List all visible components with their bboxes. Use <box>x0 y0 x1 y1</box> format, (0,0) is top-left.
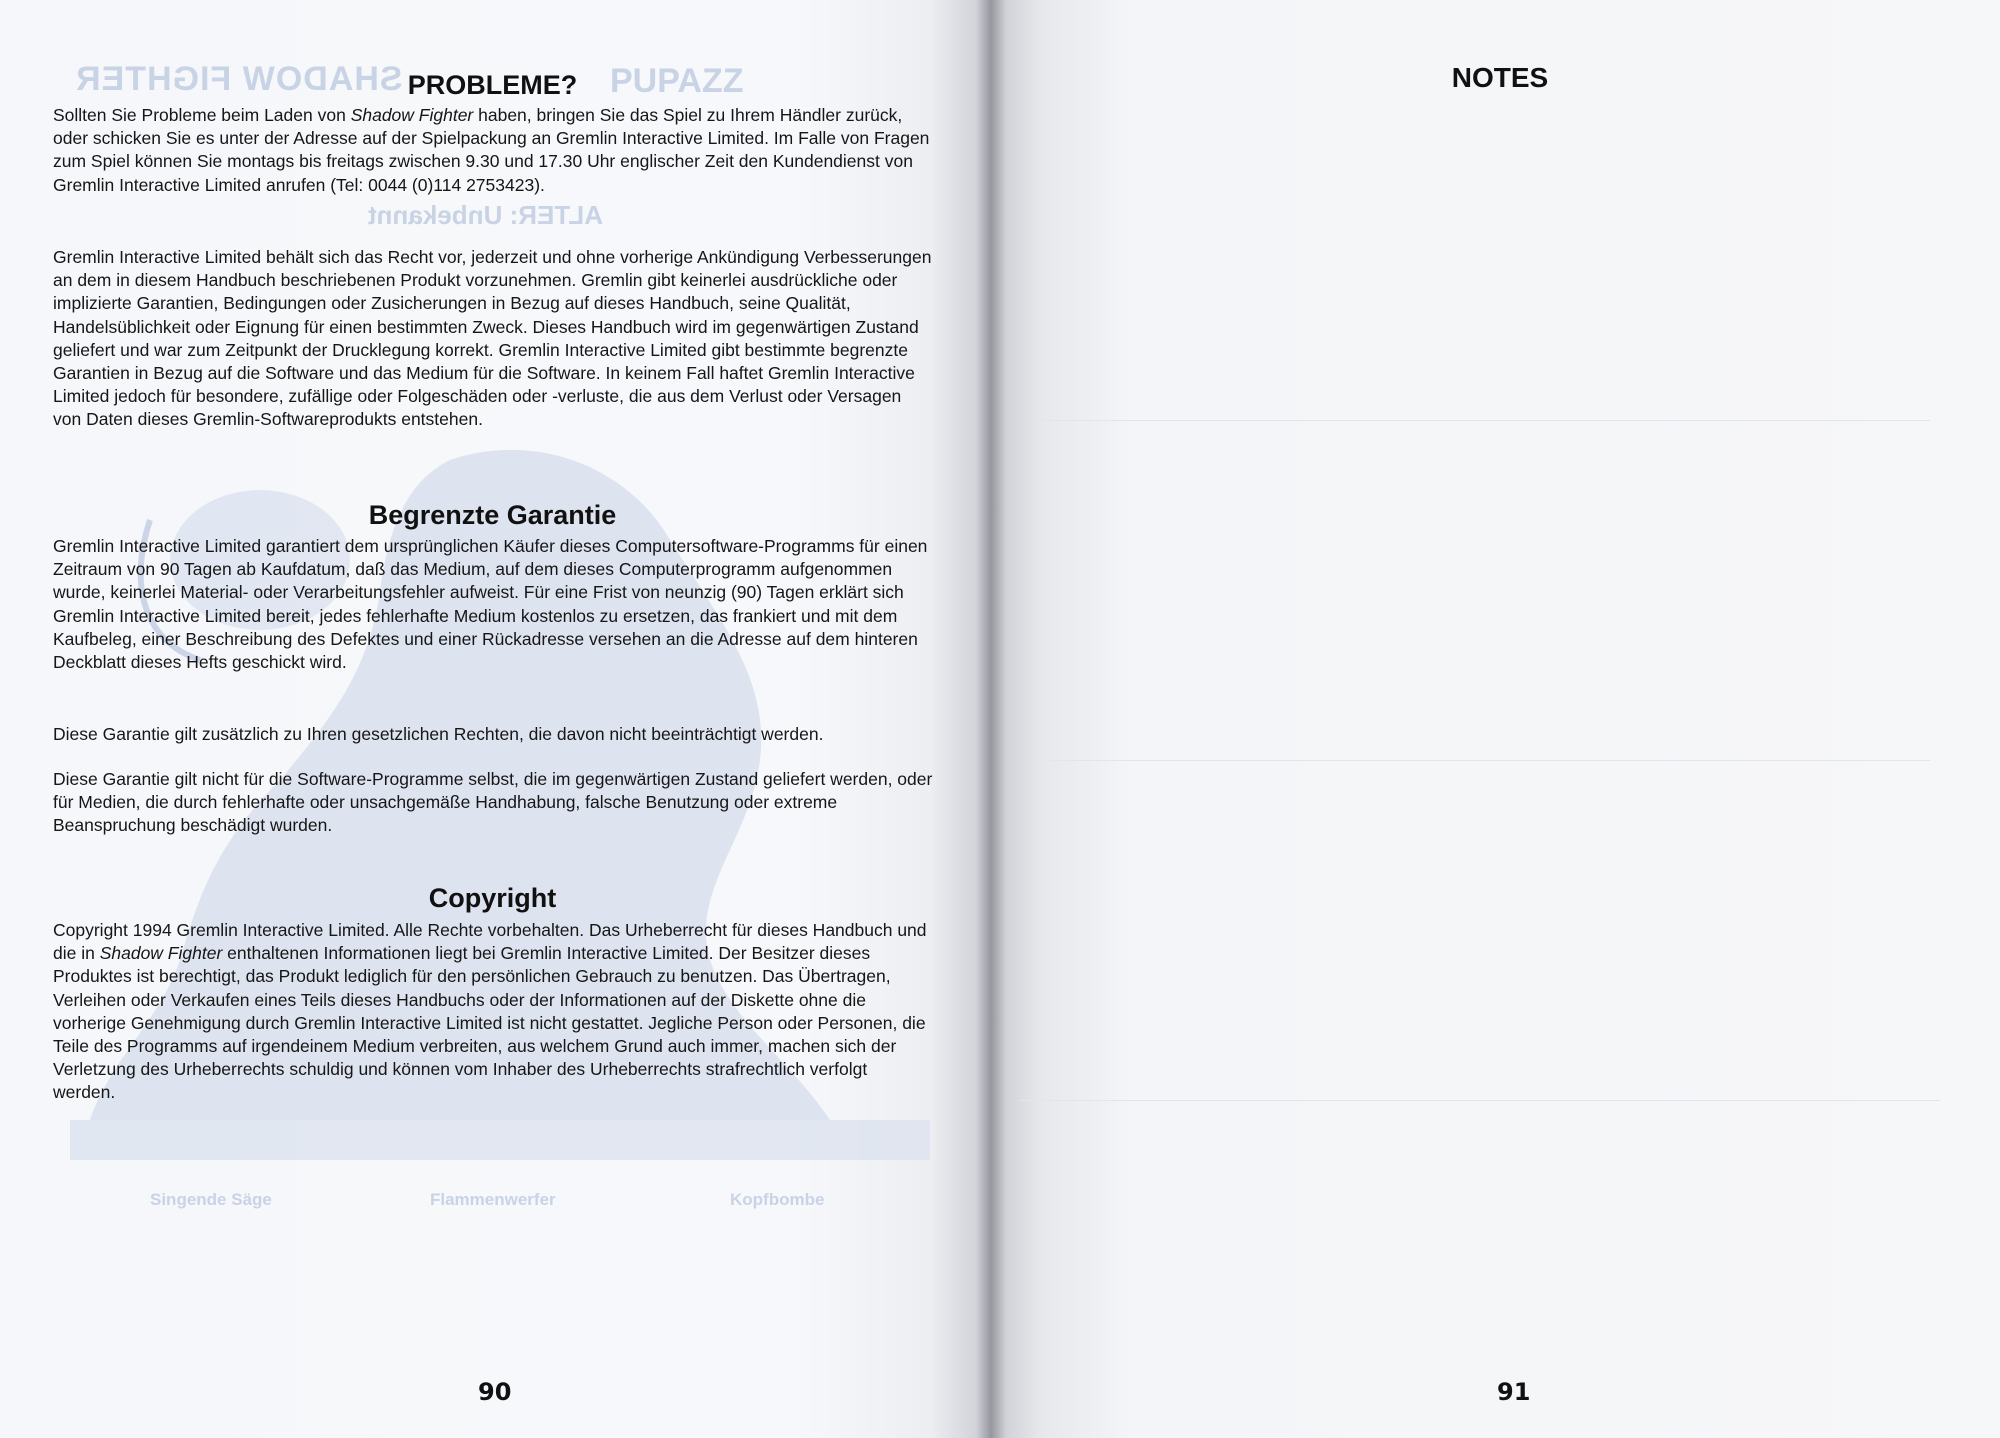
copyright-p1-after: enthaltenen Informationen liegt bei Gremlin Interactive Limited. Der Besitzer dieses Produktes ist berechtigt, das Produkt lediglich für den persönlichen Gebrauch zu benutzen. Das Übertragen, Verleihen oder Verkaufen eines Teils dieses Handbuchs oder der Informationen auf der Diskette ohne die vorherige Genehmigung durch Gremlin Interactive Limited ist nicht gestattet. Jegliche Person oder Personen, die Teile des Programms auf irgendeinem Medium verbreiten, aus welchem Grund auch immer, machen sich der Verletzung des Urheberrechts schuldig und können vom Inhaber des Urheberrechts strafrechtlich verfolgt werden. <box>53 943 926 1103</box>
game-title-italic: Shadow Fighter <box>350 105 474 125</box>
game-title-italic: Shadow Fighter <box>99 943 223 964</box>
paper-texture-line <box>1020 1100 1940 1101</box>
ghost-label-saw: Singende Säge <box>150 1190 272 1209</box>
probleme-p1-after: haben, bringen Sie das Spiel zu Ihrem Händler zurück, oder schicken Sie es unter der Adresse auf der Spielpackung an Gremlin Interactive Limited. Im Falle von Fragen zum Spiel können Sie montags bis freitags zwischen 9.30 und 17.30 Uhr englischer Zeit den Kundendienst von Gremlin Interactive Limited anrufen (Tel: 0044 (0)114 2753423). <box>53 105 930 195</box>
garantie-paragraph-1: Gremlin Interactive Limited garantiert dem ursprünglichen Käufer dieses Computersoftware-Programms für einen Zeitraum von 90 Tagen ab Kaufdatum, daß das Medium, auf dem dieses Computerprogramm aufgenommen wurde, keinerlei Material- oder Verarbeitungsfehler aufweist. Für eine Frist von neunzig (90) Tagen erklärt sich Gremlin Interactive Limited bereit, jedes fehlerhafte Medium kostenlos zu ersetzen, das frankiert und mit dem Kaufbeleg, einer Beschreibung des Defektes und einer Rückadresse versehen an die Adresse auf dem hinteren Deckblatt dieses Hefts geschickt wird. <box>53 536 928 673</box>
left-page <box>0 0 990 1438</box>
paper-texture-line <box>1050 760 1930 761</box>
garantie-heading: Begrenzte Garantie <box>368 500 617 530</box>
garantie-paragraph-2: Diese Garantie gilt zusätzlich zu Ihren gesetzlichen Rechten, die davon nicht beeinträchtigt werden. <box>53 724 824 744</box>
right-page <box>990 0 2000 1438</box>
copyright-heading: Copyright <box>428 883 557 913</box>
copyright-p1-before: Copyright 1994 Gremlin Interactive Limited. Alle Rechte vorbehalten. Das Urheberrecht für dieses Handbuch und die in <box>53 920 927 964</box>
probleme-paragraph-2: Gremlin Interactive Limited behält sich das Recht vor, jederzeit und ohne vorherige Ankündigung Verbesserungen an dem in diesem Handbuch beschriebenen Produkt vorzunehmen. Gremlin gibt keinerlei ausdrückliche oder implizierte Garantien, Bedingungen oder Zusicherungen in Bezug auf dieses Handbuch, seine Qualität, Handelsüblichkeit oder Eignung für einen bestimmten Zweck. Dieses Handbuch wird im gegenwärtigen Zustand geliefert und war zum Zeitpunkt der Drucklegung korrekt. Gremlin Interactive Limited gibt bestimmte begrenzte Garantien in Bezug auf die Software und das Medium für die Software. In keinem Fall haftet Gremlin Interactive Limited jedoch für besondere, zufällige oder Folgeschäden oder -verluste, die aus dem Verlust oder Versagen von Daten dieses Gremlin-Softwareprodukts entstehen. <box>53 247 932 430</box>
ghost-title-right: PUPAZZ <box>610 62 744 100</box>
page-number-left: 90 <box>478 1378 512 1406</box>
copyright-paragraph <box>53 919 933 1105</box>
ghost-age-label: ALTER: Unbekannt <box>368 200 603 230</box>
probleme-paragraph-1 <box>53 104 933 197</box>
ghost-label-flamethrower: Flammenwerfer <box>430 1190 556 1209</box>
probleme-p1-before: Sollten Sie Probleme beim Laden von <box>53 105 351 125</box>
notes-heading: NOTES <box>1451 62 1549 93</box>
probleme-heading: PROBLEME? <box>407 70 578 100</box>
book-gutter-shadow <box>976 0 1006 1438</box>
garantie-paragraph-3: Diese Garantie gilt nicht für die Software-Programme selbst, die im gegenwärtigen Zustand geliefert werden, oder für Medien, die durch fehlerhafte oder unsachgemäße Handhabung, falsche Benutzung oder extreme Beanspruchung beschädigt wurden. <box>53 769 933 836</box>
ghost-label-headbomb: Kopfbombe <box>730 1190 825 1209</box>
paper-texture-line <box>1030 420 1930 421</box>
ghost-title-left: SHADOW FIGHTER <box>75 60 403 98</box>
page-number-right: 91 <box>1497 1378 1531 1406</box>
